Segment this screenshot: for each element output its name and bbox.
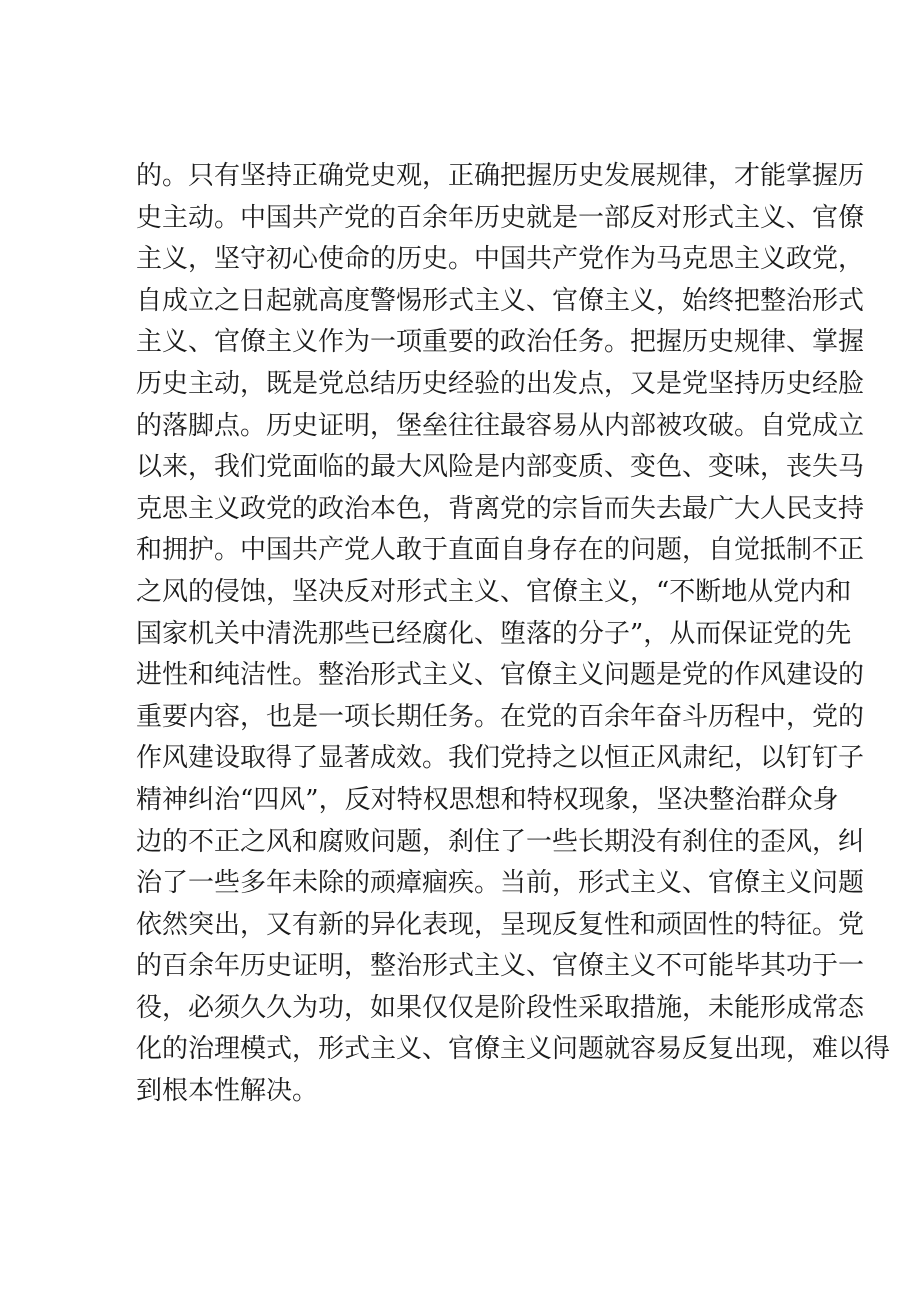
text-line-19: 依然突出，又有新的异化表现，呈现反复性和顽固性的特征。党 [136,909,865,940]
text-line-13: 进性和纯洁性。整治形式主义、官僚主义问题是党的作风建设的 [136,660,865,691]
text-line-14: 重要内容，也是一项长期任务。在党的百余年奋斗历程中，党的 [136,701,865,732]
text-line-8: 以来，我们党面临的最大风险是内部变质、变色、变味，丧失马 [136,452,865,483]
text-line-16: 精神纠治“四风”，反对特权思想和特权现象，坚决整治群众身 [136,784,839,815]
text-line-1: 的。只有坚持正确党史观，正确把握历史发展规律，才能掌握历 [136,161,865,191]
text-line-17: 边的不正之风和腐败问题，刹住了一些长期没有刹住的歪风，纠 [136,826,865,857]
text-line-2: 史主动。中国共产党的百余年历史就是一部反对形式主义、官僚 [136,202,865,233]
text-line-22: 化的治理模式，形式主义、官僚主义问题就容易反复出现，难以得 [136,1034,891,1065]
text-line-7: 的落脚点。历史证明，堡垒往往最容易从内部被攻破。自党成立 [136,410,865,441]
text-line-10: 和拥护。中国共产党人敢于直面自身存在的问题，自觉抵制不正 [136,535,865,566]
body-paragraph [136,156,891,1113]
text-line-9: 克思主义政党的政治本色，背离党的宗旨而失去最广大人民支持 [136,493,865,524]
text-line-11: 之风的侵蚀，坚决反对形式主义、官僚主义，“不断地从党内和 [136,576,852,607]
text-line-6: 历史主动，既是党总结历史经验的出发点，又是党坚持历史经脸 [136,368,865,399]
text-line-12: 国家机关中清洗那些已经腐化、堕落的分子”，从而保证党的先 [136,618,852,649]
text-line-15: 作风建设取得了显著成效。我们党持之以恒正风肃纪，以钉钉子 [136,743,865,774]
text-line-5: 主义、官僚主义作为一项重要的政治任务。把握历史规律、掌握 [136,327,865,358]
text-line-23: 到根本性解决。 [136,1076,319,1107]
text-line-3: 主义，坚守初心使命的历史。中国共产党作为马克思主义政党， [136,244,865,275]
text-line-21: 役，必须久久为功，如果仅仅是阶段性采取措施，未能形成常态 [136,992,865,1023]
text-line-18: 治了一些多年未除的顽瘴痼疾。当前，形式主义、官僚主义问题 [136,868,865,899]
text-line-20: 的百余年历史证明，整治形式主义、官僚主义不可能毕其功于一 [136,951,865,982]
text-line-4: 自成立之日起就高度警惕形式主义、官僚主义，始终把整治形式 [136,285,865,316]
